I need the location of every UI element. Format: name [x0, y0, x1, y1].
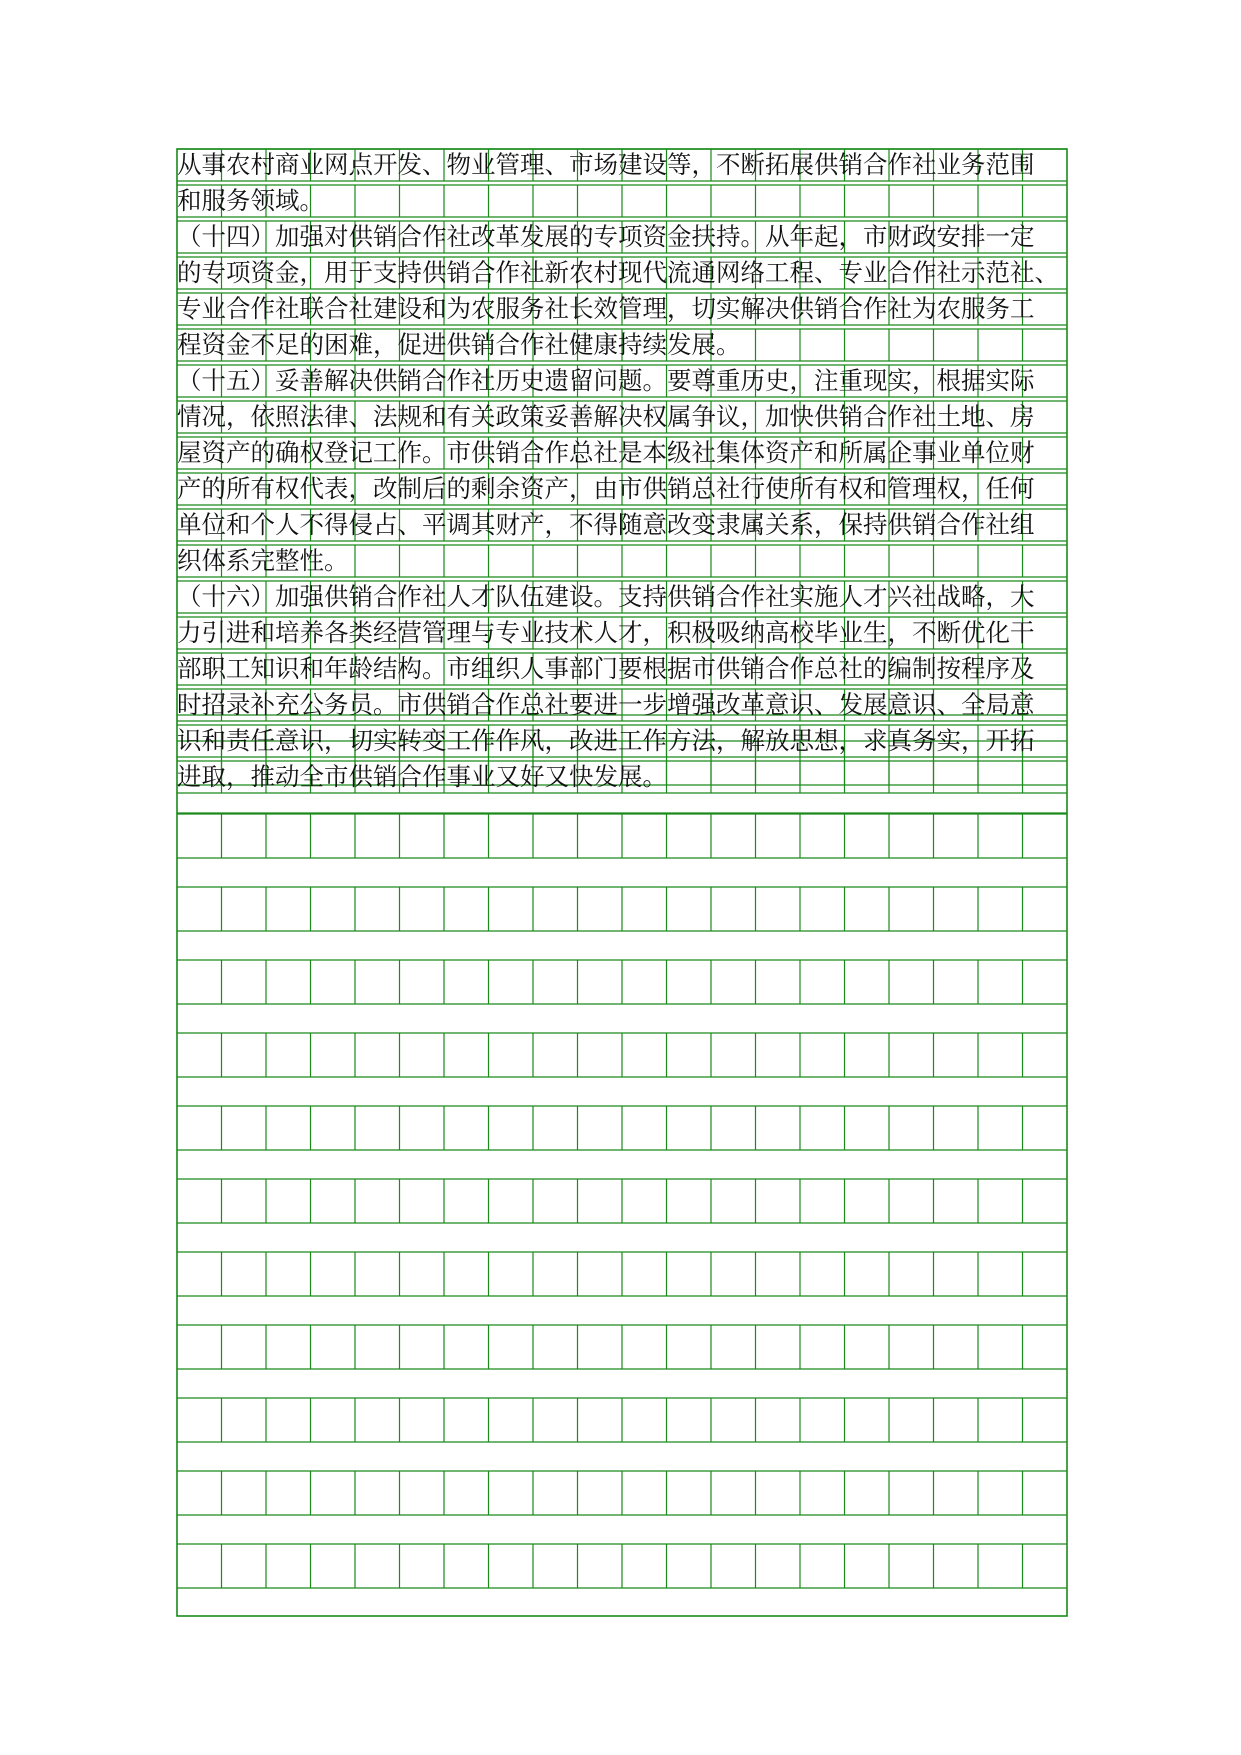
- text-line: （十四）加强对供销合作社改革发展的专项资金扶持。从年起，市财政安排一定: [177, 222, 1035, 251]
- text-line: 单位和个人不得侵占、平调其财产，不得随意改变隶属关系，保持供销合作社组: [177, 510, 1035, 539]
- text-line: 识和责任意识，切实转变工作作风，改进工作方法，解放思想，求真务实，开拓: [177, 726, 1035, 755]
- text-line: 部职工知识和年龄结构。市组织人事部门要根据市供销合作总社的编制按程序及: [177, 654, 1035, 683]
- text-line: 时招录补充公务员。市供销合作总社要进一步增强改革意识、发展意识、全局意: [177, 690, 1035, 719]
- text-line: 从事农村商业网点开发、物业管理、市场建设等，不断拓展供销合作社业务范围: [177, 150, 1035, 179]
- text-line: 情况，依照法律、法规和有关政策妥善解决权属争议，加快供销合作社土地、房: [177, 402, 1035, 431]
- text-line: 屋资产的确权登记工作。市供销合作总社是本级社集体资产和所属企事业单位财: [177, 438, 1035, 467]
- text-line: 织体系完整性。: [177, 546, 349, 575]
- text-line: 专业合作社联合社建设和为农服务社长效管理，切实解决供销合作社为农服务工: [177, 294, 1035, 323]
- text-line: （十六）加强供销合作社人才队伍建设。支持供销合作社实施人才兴社战略，大: [177, 582, 1035, 611]
- text-line: 的专项资金，用于支持供销合作社新农村现代流通网络工程、专业合作社示范社、: [177, 258, 1059, 287]
- text-line: 产的所有权代表，改制后的剩余资产，由市供销总社行使所有权和管理权，任何: [177, 474, 1035, 503]
- text-line: 程资金不足的困难，促进供销合作社健康持续发展。: [177, 330, 741, 359]
- text-line: 力引进和培养各类经营管理与专业技术人才，积极吸纳高校毕业生，不断优化干: [177, 618, 1035, 647]
- text-line: 进取，推动全市供销合作事业又好又快发展。: [177, 762, 667, 791]
- text-line: （十五）妥善解决供销合作社历史遗留问题。要尊重历史，注重现实，根据实际: [177, 366, 1035, 395]
- text-line: 和服务领域。: [177, 186, 324, 215]
